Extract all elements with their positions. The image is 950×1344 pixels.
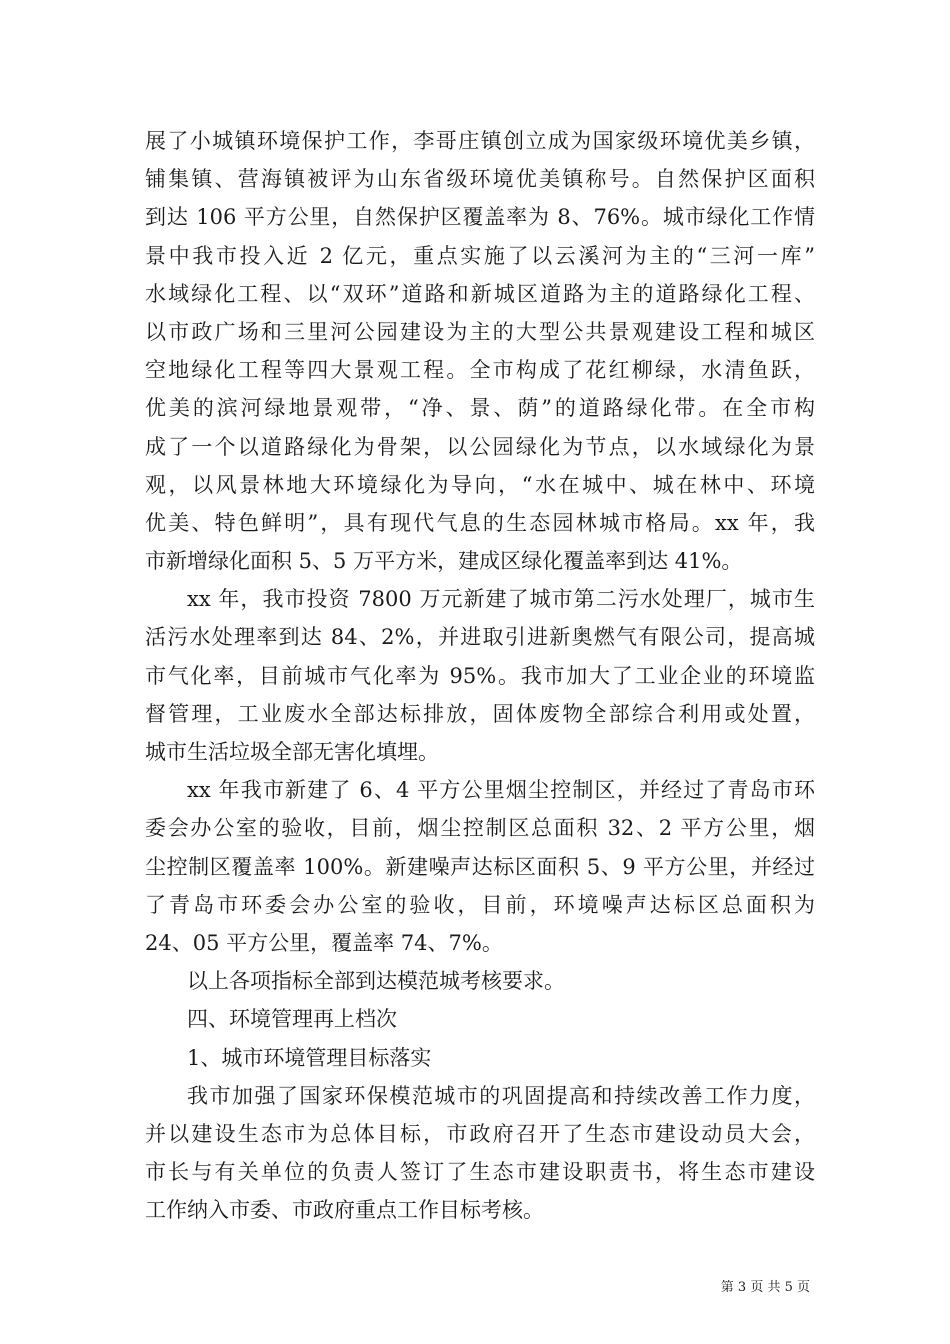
text-line: xx 年，我市投资 7800 万元新建了城市第二污水处理厂，城市生 xyxy=(187,587,815,612)
text-line: 展了小城镇环境保护工作，李哥庄镇创立成为国家级环境优美乡镇， xyxy=(145,129,815,153)
text-line: 工作纳入市委、市政府重点工作目标考核。 xyxy=(145,1198,544,1223)
text-line: 成了一个以道路绿化为骨架，以公园绿化为节点，以水域绿化为景 xyxy=(145,434,815,459)
text-line: 以上各项指标全部到达模范城考核要求。 xyxy=(187,969,565,994)
text-line: 我市加强了国家环保模范城市的巩固提高和持续改善工作力度， xyxy=(187,1083,815,1108)
text-line: 铺集镇、营海镇被评为山东省级环境优美镇称号。自然保护区面积 xyxy=(145,167,815,192)
text-line: 城市生活垃圾全部无害化填埋。 xyxy=(145,740,439,764)
text-line: 市气化率，目前城市气化率为 95%。我市加大了工业企业的环境监 xyxy=(145,663,815,688)
text-line: 以市政广场和三里河公园建设为主的大型公共景观建设工程和城区 xyxy=(145,319,815,344)
text-line: 市长与有关单位的负责人签订了生态市建设职责书，将生态市建设 xyxy=(145,1160,815,1185)
subsection-heading: 1、城市环境管理目标落实 xyxy=(187,1045,432,1070)
text-line: xx 年我市新建了 6、4 平方公里烟尘控制区，并经过了青岛市环 xyxy=(187,778,815,803)
text-line: 空地绿化工程等四大景观工程。全市构成了花红柳绿，水清鱼跃， xyxy=(145,358,815,383)
text-line: 市新增绿化面积 5、5 万平方米，建成区绿化覆盖率到达 41%。 xyxy=(145,549,743,574)
text-line: 了青岛市环委会办公室的验收，目前，环境噪声达标区总面积为 xyxy=(145,892,815,917)
text-line: 并以建设生态市为总体目标，市政府召开了生态市建设动员大会， xyxy=(145,1121,815,1146)
text-line: 督管理，工业废水全部达标排放，固体废物全部综合利用或处置， xyxy=(145,701,815,726)
text-line: 尘控制区覆盖率 100%。新建噪声达标区面积 5、9 平方公里，并经过 xyxy=(145,854,815,879)
section-heading: 四、环境管理再上档次 xyxy=(187,1007,397,1032)
text-line: 观，以风景林地大环境绿化为导向，“水在城中、城在林中、环境 xyxy=(145,472,815,497)
text-line: 委会办公室的验收，目前，烟尘控制区总面积 32、2 平方公里，烟 xyxy=(145,816,815,841)
text-line: 24、05 平方公里，覆盖率 74、7%。 xyxy=(145,930,503,955)
text-line: 到达 106 平方公里，自然保护区覆盖率为 8、76%。城市绿化工作情 xyxy=(145,205,815,230)
body-text xyxy=(145,122,815,1229)
text-line: 优美、特色鲜明”，具有现代气息的生态园林城市格局。xx 年，我 xyxy=(145,510,815,535)
text-line: 活污水处理率到达 84、2%，并进取引进新奥燃气有限公司，提高城 xyxy=(145,625,815,650)
page-number: 第 3 页 共 5 页 xyxy=(720,1280,810,1295)
text-line: 景中我市投入近 2 亿元，重点实施了以云溪河为主的“三河一库” xyxy=(145,243,815,268)
text-line: 优美的滨河绿地景观带，“净、景、荫”的道路绿化带。在全市构 xyxy=(145,396,815,421)
text-line: 水域绿化工程、以“双环”道路和新城区道路为主的道路绿化工程、 xyxy=(145,281,815,306)
